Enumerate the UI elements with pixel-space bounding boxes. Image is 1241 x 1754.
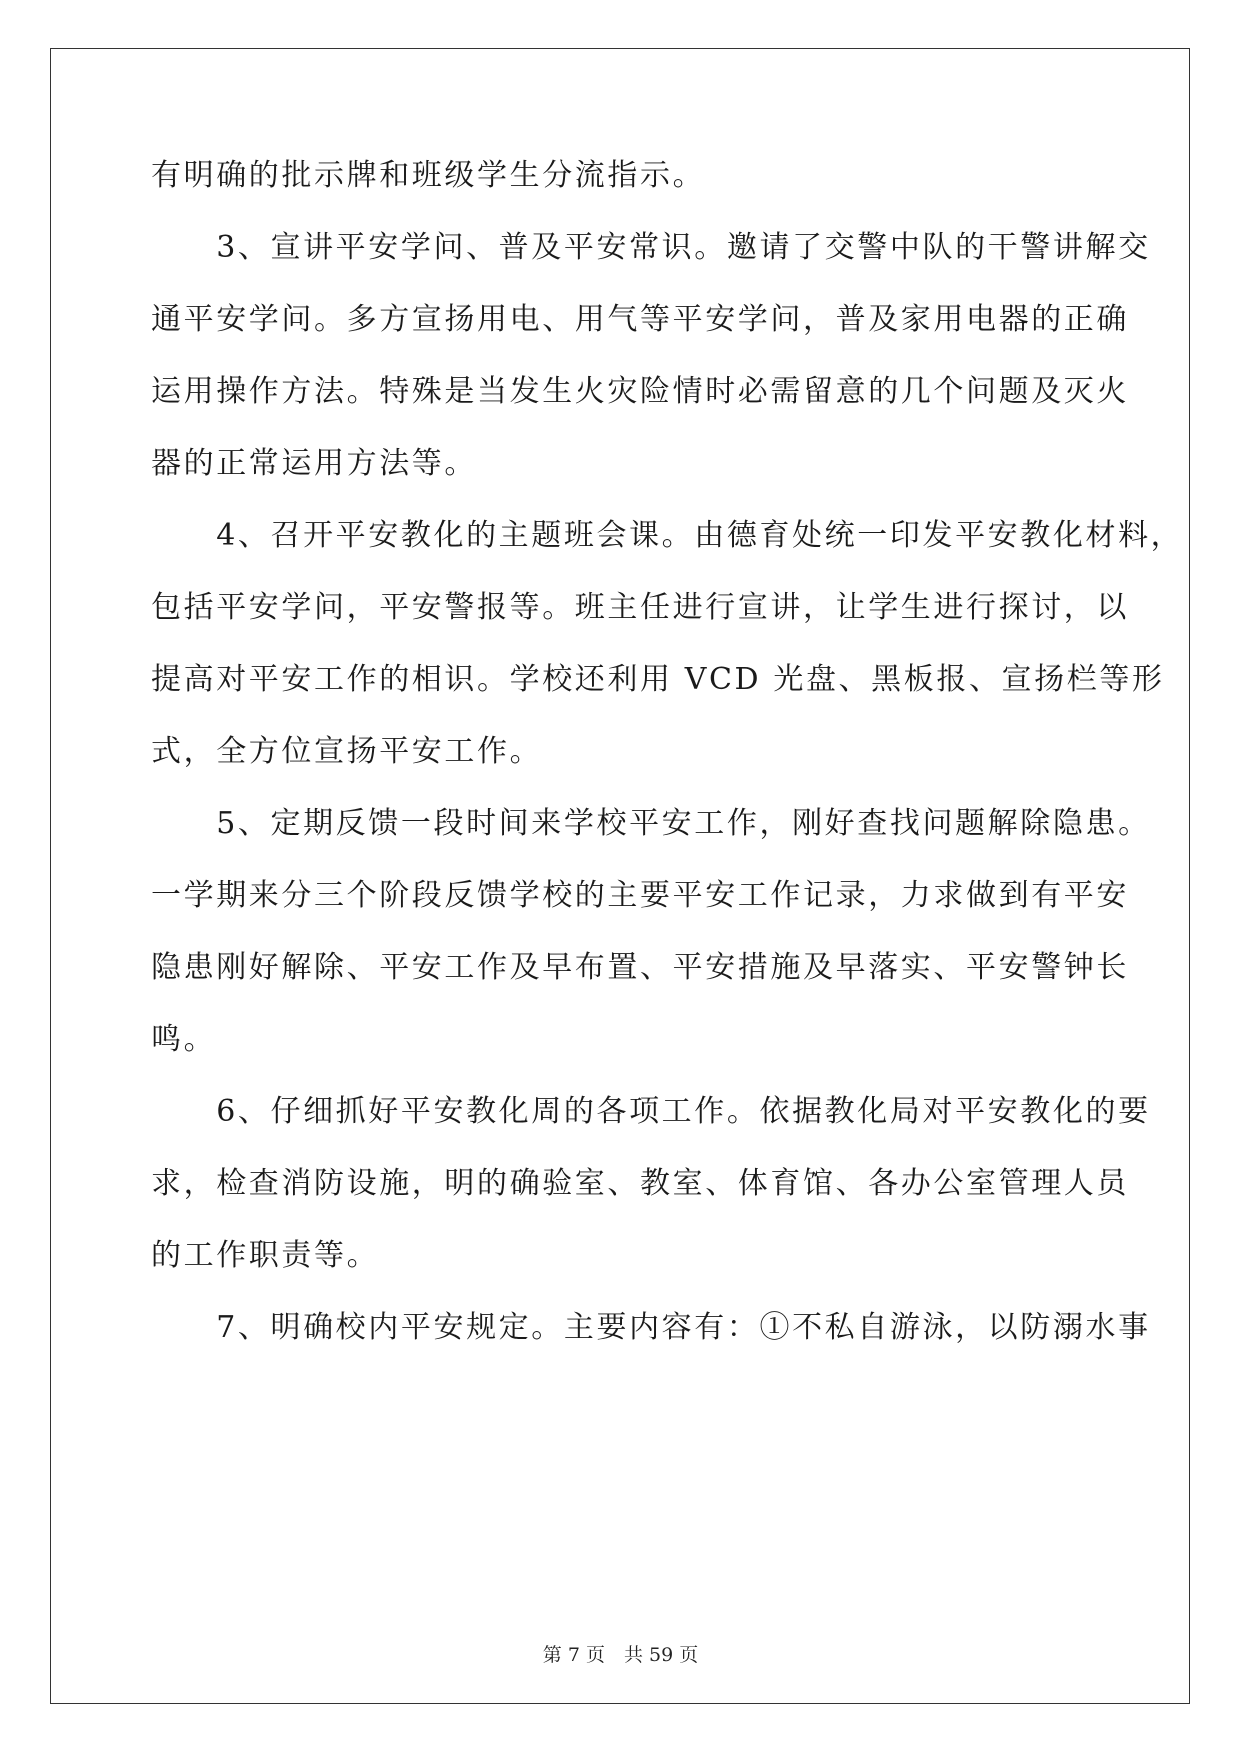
text-line: 一学期来分三个阶段反馈学校的主要平安工作记录，力求做到有平安 — [151, 878, 1129, 913]
page-number-footer: 第 7 页 共 59 页 — [542, 1644, 699, 1666]
text-line: 的工作职责等。 — [151, 1238, 380, 1273]
text-line: 有明确的批示牌和班级学生分流指示。 — [151, 158, 706, 193]
text-line: 鸣。 — [151, 1022, 217, 1057]
text-line: 求，检查消防设施，明的确验室、教室、体育馆、各办公室管理人员 — [151, 1166, 1129, 1201]
text-line: 式，全方位宣扬平安工作。 — [151, 734, 543, 769]
text-line: 隐患刚好解除、平安工作及早布置、平安措施及早落实、平安警钟长 — [151, 950, 1129, 985]
text-line: 提高对平安工作的相识。学校还利用 VCD 光盘、黑板报、宣扬栏等形 — [151, 662, 1165, 697]
text-line: 7、明确校内平安规定。主要内容有：①不私自游泳，以防溺水事 — [151, 1310, 1151, 1345]
text-line: 包括平安学问，平安警报等。班主任进行宣讲，让学生进行探讨，以 — [151, 590, 1129, 625]
text-line: 3、宣讲平安学问、普及平安常识。邀请了交警中队的干警讲解交 — [151, 230, 1151, 265]
text-line: 运用操作方法。特殊是当发生火灾险情时必需留意的几个问题及灭火 — [151, 374, 1129, 409]
text-line: 5、定期反馈一段时间来学校平安工作，刚好查找问题解除隐患。 — [151, 806, 1151, 841]
text-line: 器的正常运用方法等。 — [151, 446, 477, 481]
text-line: 4、召开平安教化的主题班会课。由德育处统一印发平安教化材料， — [151, 518, 1184, 553]
text-line: 6、仔细抓好平安教化周的各项工作。依据教化局对平安教化的要 — [151, 1094, 1151, 1129]
text-line: 通平安学问。多方宣扬用电、用气等平安学问，普及家用电器的正确 — [151, 302, 1129, 337]
